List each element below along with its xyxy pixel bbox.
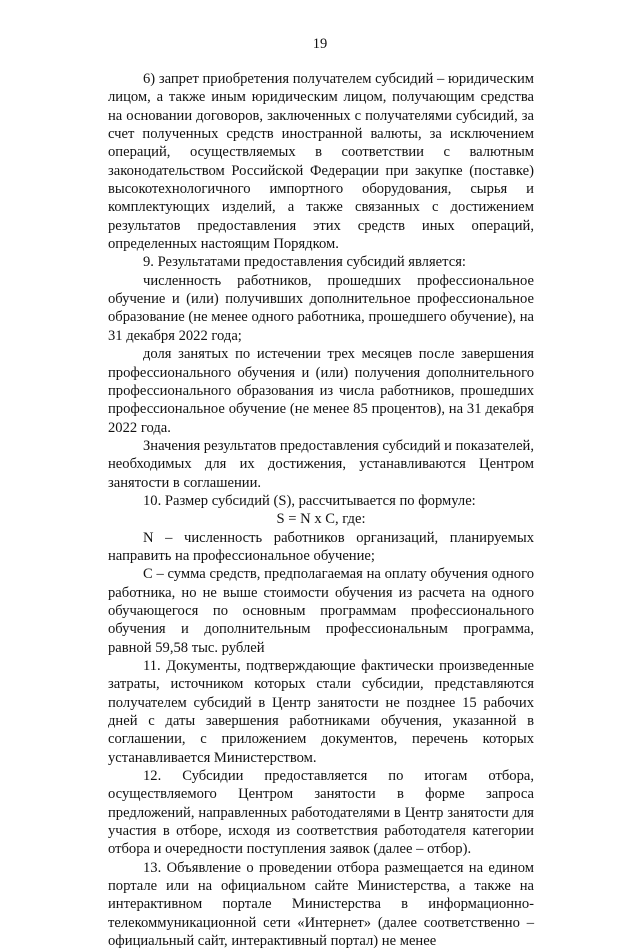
paragraph-section-13: 13. Объявление о проведении отбора размещается на едином портале или на официальном сайте Министерства, а также на интерактивном портале Министерства в информационно-телекоммуникационной сети «Интернет» (далее соответственно – официальный сайт, интерактивный портал) не менее	[108, 859, 534, 950]
paragraph-result-employed-share: доля занятых по истечении трех месяцев после завершения профессионального обучения и (или) получения дополнительного профессионального образования из числа работников, прошедших профессиональное обучение (не менее 85 процентов), на 31 декабря 2022 года.	[108, 346, 534, 436]
paragraph-section-11: 11. Документы, подтверждающие фактически произведенные затраты, источником которых стали субсидии, представляются получателем субсидий в Центр занятости не позднее 15 рабочих дней с даты завершения работниками обучения, указанной в соглашении, с приложением документов, перечень которых устанавливается Министерством.	[108, 658, 534, 766]
paragraph-result-trained-workers: численность работников, прошедших профессиональное обучение и (или) получивших дополнительное профессиональное образование (не менее одного работника, прошедшего обучение), на 31 декабря 2022 года;	[108, 272, 534, 344]
paragraph-formula-n: N – численность работников организаций, планируемых направить на профессиональное обучение;	[108, 529, 534, 564]
paragraph-section-9-heading: 9. Результатами предоставления субсидий является:	[143, 254, 466, 271]
paragraph-item-6: 6) запрет приобретения получателем субсидий – юридическим лицом, а также иным юридическим лицом, получающим средства на основании договоров, заключенных с получателями субсидий, за счет полученных средств иностранной валюты, за исключением операций, осуществляемых в соответствии с валютным законодательством Российской Федерации при закупке (поставке) высокотехнологичного импортного оборудования, сырья и комплектующих изделий, а также связанных с достижением результатов предоставления этих средств иных операций, определенных настоящим Порядком.	[108, 71, 534, 253]
document-body	[108, 70, 534, 951]
paragraph-formula-c: C – сумма средств, предполагаемая на оплату обучения одного работника, но не выше стоимости обучения из расчета на одного обучающегося по основным программам профессионального обучения и дополнительным профессиональным программа, равной 59,58 тыс. рублей	[108, 566, 534, 656]
paragraph-result-values: Значения результатов предоставления субсидий и показателей, необходимых для их достижения, устанавливаются Центром занятости в соглашении.	[108, 437, 535, 491]
page-number: 19	[312, 36, 328, 52]
paragraph-section-12: 12. Субсидии предоставляется по итогам отбора, осуществляемого Центром занятости в форме запроса предложений, направленных работодателями в Центр занятости для участия в отборе, исходя из соответствия работодателя категории отбора и очередности поступления заявок (далее – отбор).	[108, 768, 534, 858]
formula: S = N x C, где:	[276, 511, 366, 528]
paragraph-section-10-heading: 10. Размер субсидий (S), рассчитывается по формуле:	[143, 492, 476, 509]
